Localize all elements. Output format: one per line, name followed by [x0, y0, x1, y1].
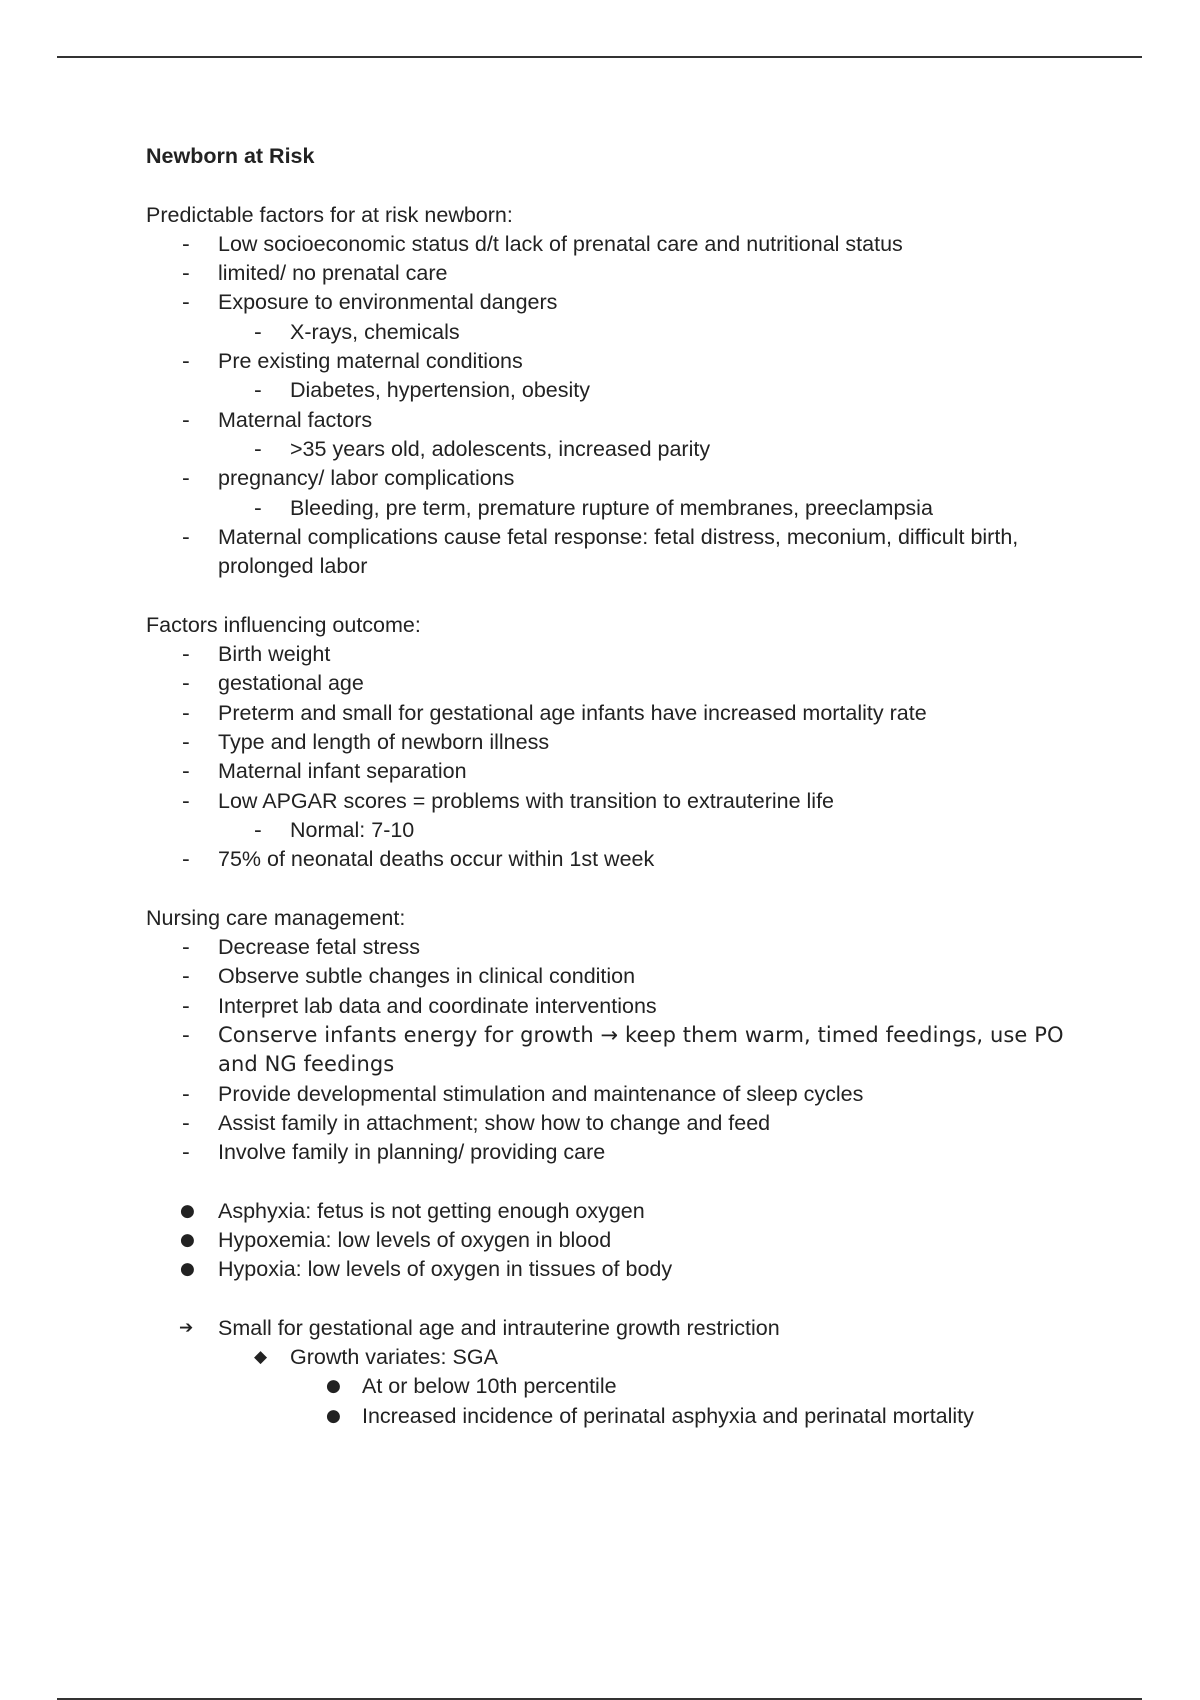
list-item: - limited/ no prenatal care — [146, 259, 1106, 288]
oxygen-definitions-list — [146, 1197, 1106, 1285]
dash-marker: - — [182, 642, 190, 668]
sub-list — [218, 376, 1106, 405]
section-heading-outcome-factors: Factors influencing outcome: — [146, 612, 421, 637]
list-item: - pregnancy/ labor complications - Bleeding, pre term, premature rupture of membranes, preeclampsia — [146, 464, 1106, 523]
top-rule — [57, 56, 1142, 58]
list-item: - Normal: 7-10 — [218, 816, 1106, 845]
dash-marker: - — [182, 407, 190, 433]
list-item: - Conserve infants energy for growth → keep them warm, timed feedings, use PO and NG feedings — [182, 1022, 1064, 1077]
dash-marker: - — [182, 231, 190, 257]
bullet-icon: ● — [180, 1229, 195, 1250]
dash-marker: - — [182, 993, 190, 1019]
list-item: ● Asphyxia: fetus is not getting enough oxygen — [146, 1197, 1106, 1226]
dash-marker: - — [254, 319, 262, 345]
list-item: - Interpret lab data and coordinate interventions — [146, 992, 1106, 1021]
dash-marker: - — [182, 290, 190, 316]
dash-marker: - — [182, 700, 190, 726]
sub-list — [218, 435, 1106, 464]
dash-marker: - — [182, 1022, 190, 1048]
sub-list — [218, 318, 1106, 347]
list-item: - Exposure to environmental dangers - X-rays, chemicals — [146, 288, 1106, 347]
bullet-icon: ● — [180, 1200, 195, 1221]
list-item: ● At or below 10th percentile — [290, 1372, 1106, 1401]
list-item: ● Increased incidence of perinatal asphyxia and perinatal mortality — [290, 1402, 1106, 1431]
dash-marker: - — [182, 466, 190, 492]
list-item: - X-rays, chemicals — [218, 318, 1106, 347]
spacer — [146, 874, 1106, 903]
list-item: - Diabetes, hypertension, obesity — [218, 376, 1106, 405]
dash-marker: - — [182, 788, 190, 814]
sub-list — [218, 1343, 1106, 1431]
spacer — [146, 171, 1106, 200]
section-heading-predictable-factors: Predictable factors for at risk newborn: — [146, 202, 513, 227]
sub-list — [290, 1372, 1106, 1431]
dash-marker: - — [182, 1140, 190, 1166]
spacer — [146, 1167, 1106, 1196]
list-item: - Maternal complications cause fetal response: fetal distress, meconium, difficult birth, prolonged labor — [182, 524, 1019, 579]
list-item: - Maternal factors - >35 years old, adolescents, increased parity — [146, 406, 1106, 465]
list-item: - Low socioeconomic status d/t lack of prenatal care and nutritional status — [146, 230, 1106, 259]
list-item: - Maternal infant separation — [146, 757, 1106, 786]
arrow-icon: ➔ — [179, 1317, 194, 1338]
sub-list — [218, 816, 1106, 845]
bullet-icon: ● — [326, 1405, 341, 1426]
sub-list — [218, 494, 1106, 523]
list-item: - 75% of neonatal deaths occur within 1st week — [146, 845, 1106, 874]
document-body — [146, 142, 1106, 1431]
list-item: - Birth weight — [146, 640, 1106, 669]
bullet-icon: ● — [326, 1376, 341, 1397]
list-item: - Involve family in planning/ providing care — [146, 1138, 1106, 1167]
sga-list — [146, 1314, 1106, 1431]
dash-marker: - — [182, 847, 190, 873]
nursing-care-list — [146, 933, 1106, 1167]
bullet-icon: ● — [180, 1259, 195, 1280]
document-title: Newborn at Risk — [146, 144, 315, 168]
dash-marker: - — [182, 935, 190, 961]
dash-marker: - — [182, 729, 190, 755]
list-item: - Low APGAR scores = problems with transition to extrauterine life - Normal: 7-10 — [146, 787, 1106, 846]
diamond-icon: ◆ — [254, 1347, 268, 1368]
list-item: ● Hypoxemia: low levels of oxygen in blood — [146, 1226, 1106, 1255]
list-item: - Observe subtle changes in clinical condition — [146, 962, 1106, 991]
list-item: - gestational age — [146, 669, 1106, 698]
list-item: - Bleeding, pre term, premature rupture of membranes, preeclampsia — [218, 494, 1106, 523]
dash-marker: - — [182, 524, 190, 550]
dash-marker: - — [182, 671, 190, 697]
list-item: - Provide developmental stimulation and maintenance of sleep cycles — [146, 1080, 1106, 1109]
list-item: - >35 years old, adolescents, increased parity — [218, 435, 1106, 464]
spacer — [146, 1285, 1106, 1314]
list-item: - Type and length of newborn illness — [146, 728, 1106, 757]
list-item: ➔ Small for gestational age and intrauterine growth restriction ◆ Growth variates: SGA ● At or below 10th percentile ● Increased incidence of perinatal asphyxia and perinatal mortality — [146, 1314, 1106, 1431]
list-item: - Preterm and small for gestational age infants have increased mortality rate — [146, 699, 1106, 728]
dash-marker: - — [182, 261, 190, 287]
dash-marker: - — [182, 349, 190, 375]
dash-marker: - — [182, 759, 190, 785]
section-heading-nursing-care: Nursing care management: — [146, 905, 406, 930]
list-item: ◆ Growth variates: SGA ● At or below 10th percentile ● Increased incidence of perinatal asphyxia and perinatal mortality — [218, 1343, 1106, 1431]
dash-marker: - — [254, 495, 262, 521]
list-item: ● Hypoxia: low levels of oxygen in tissues of body — [146, 1255, 1106, 1284]
predictable-factors-list — [146, 230, 1106, 582]
dash-marker: - — [254, 436, 262, 462]
dash-marker: - — [182, 1081, 190, 1107]
dash-marker: - — [182, 1110, 190, 1136]
list-item: - Assist family in attachment; show how to change and feed — [146, 1109, 1106, 1138]
spacer — [146, 581, 1106, 610]
list-item: - Pre existing maternal conditions - Diabetes, hypertension, obesity — [146, 347, 1106, 406]
list-item: - Decrease fetal stress — [146, 933, 1106, 962]
outcome-factors-list — [146, 640, 1106, 874]
dash-marker: - — [182, 964, 190, 990]
dash-marker: - — [254, 817, 262, 843]
dash-marker: - — [254, 378, 262, 404]
